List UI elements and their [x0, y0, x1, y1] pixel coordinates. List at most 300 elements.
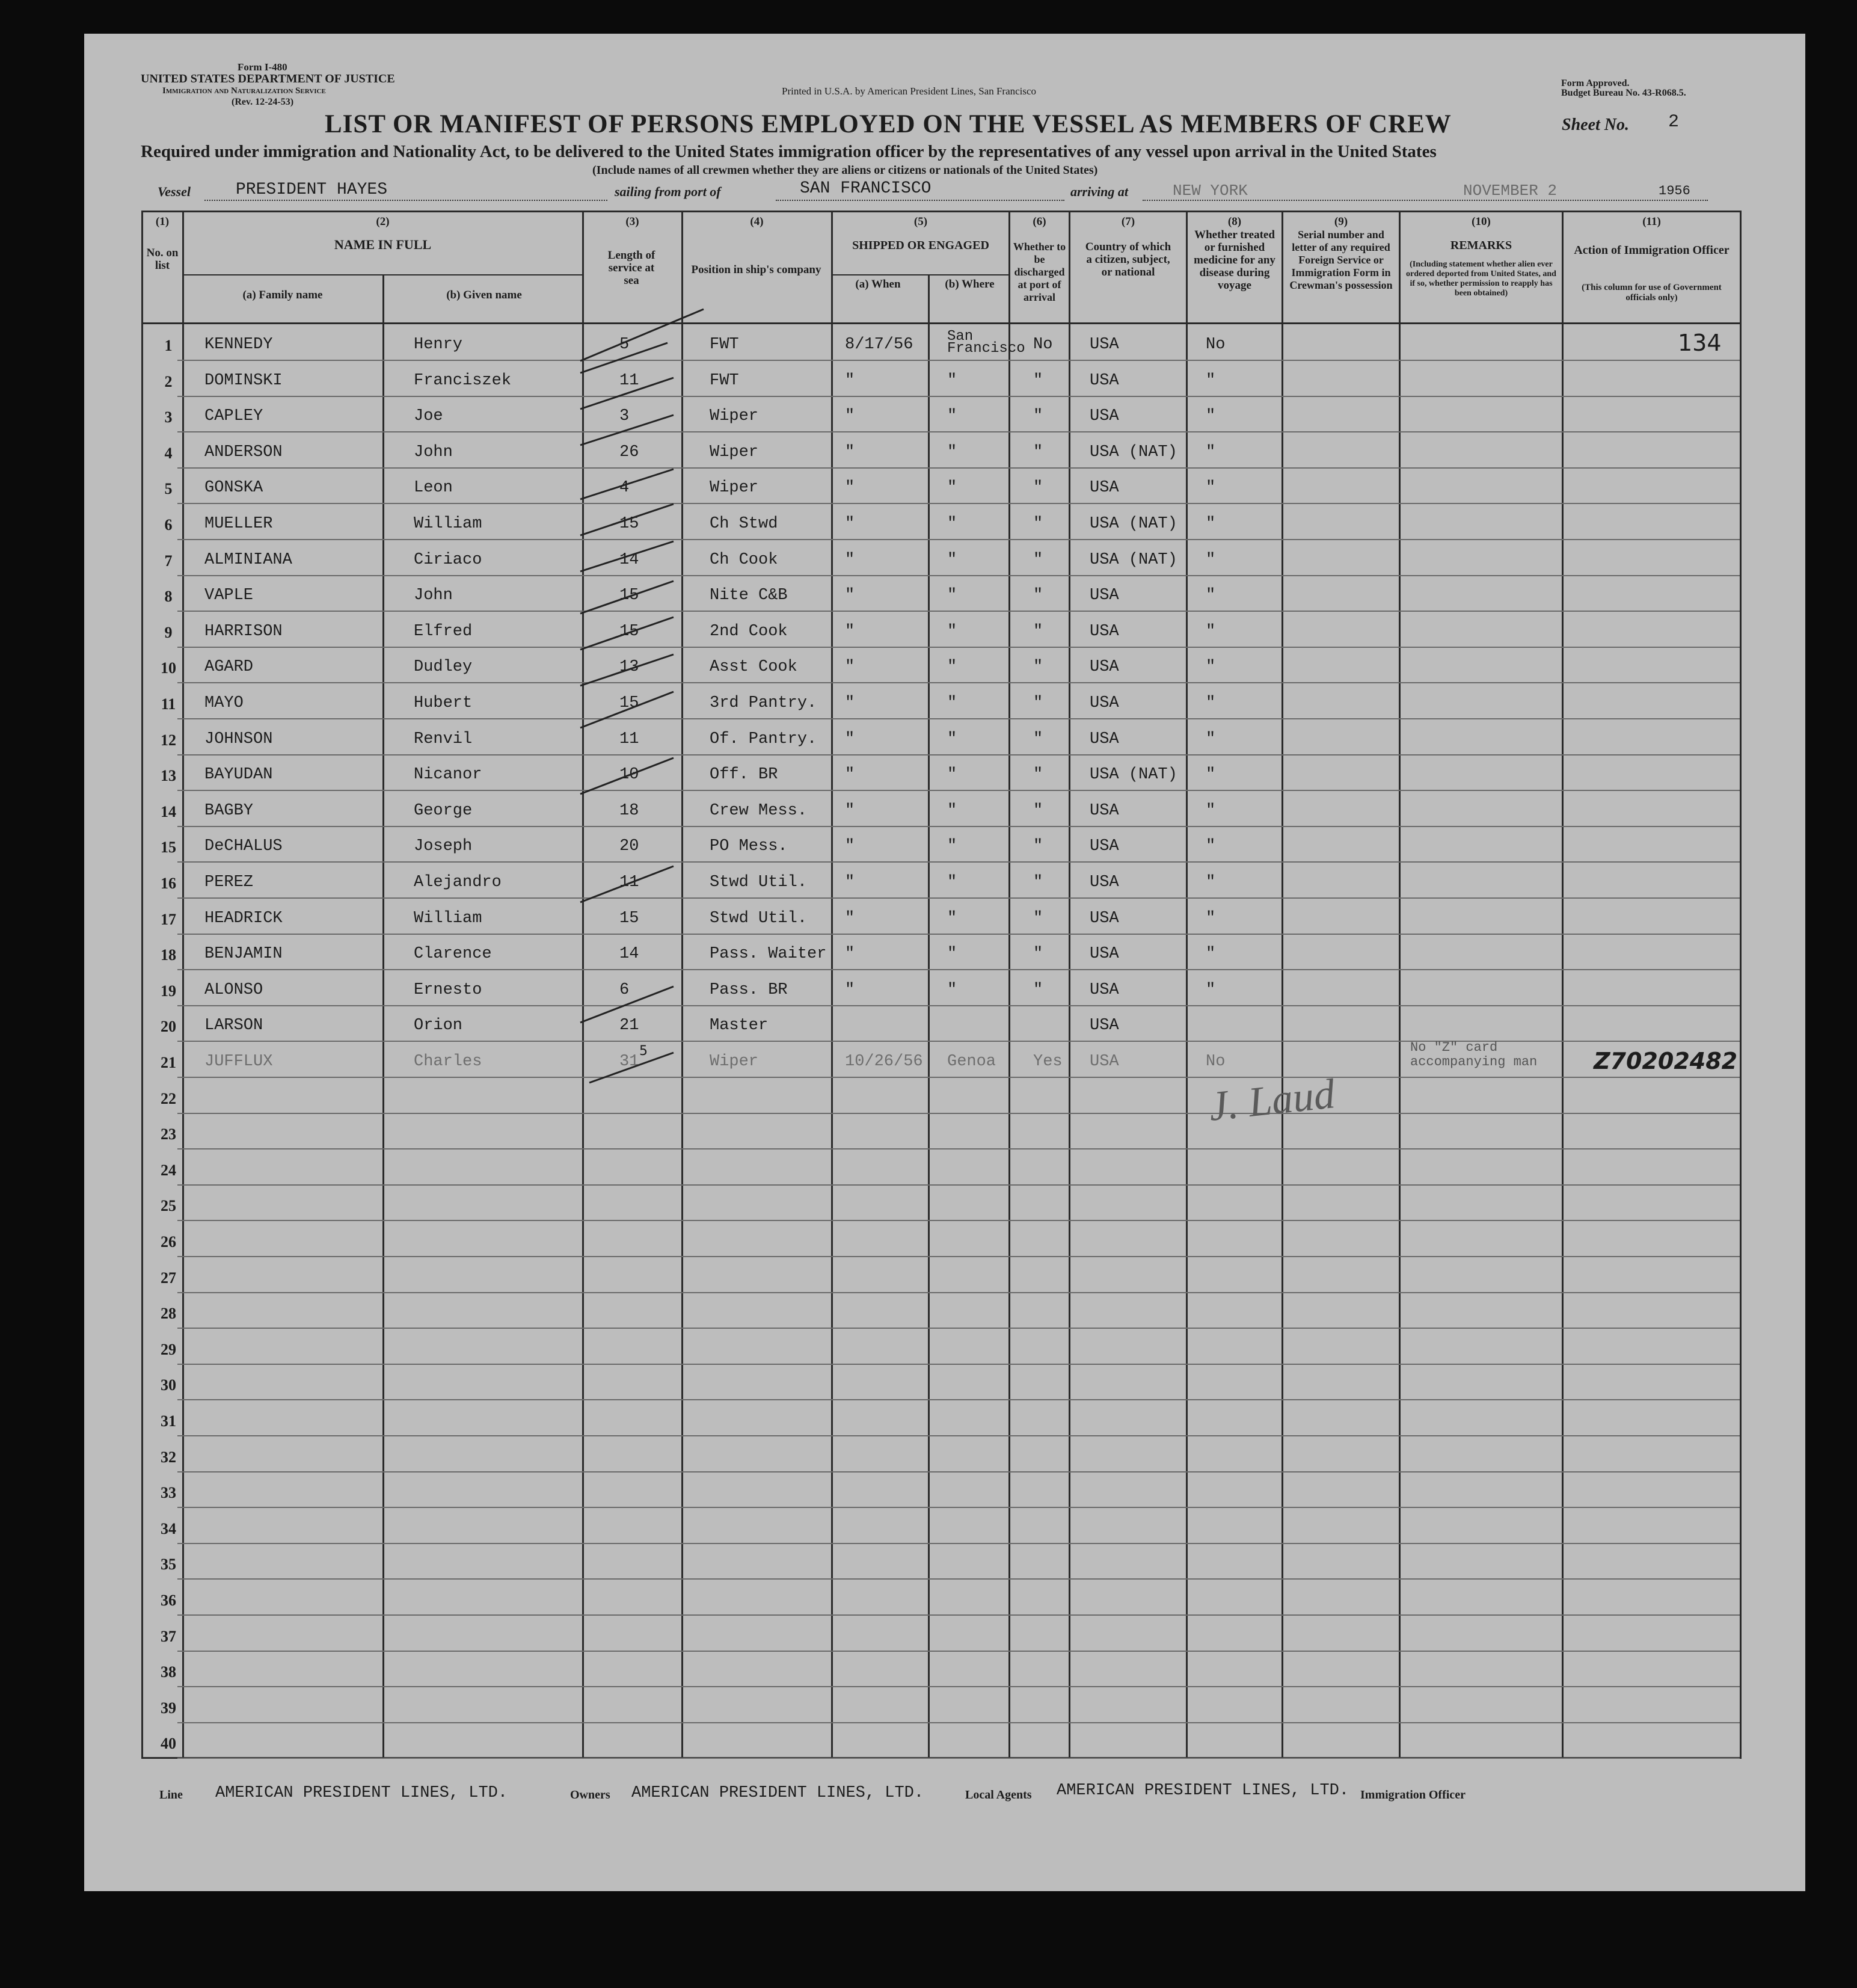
- row-country: USA: [1090, 371, 1119, 390]
- row-number: 37: [161, 1627, 176, 1645]
- row-rule: [177, 1722, 1740, 1723]
- row-number: 9: [164, 623, 173, 641]
- row-rule: [177, 1507, 1740, 1508]
- row-number: 20: [161, 1018, 176, 1036]
- row-number: 15: [161, 839, 176, 857]
- row-number: 6: [164, 516, 173, 534]
- row-number: 34: [161, 1519, 176, 1537]
- row-number: 21: [161, 1054, 176, 1071]
- row-shipped-where: ": [947, 694, 957, 712]
- row-rule: [177, 790, 1740, 791]
- row-rule: [177, 1435, 1740, 1436]
- row-number: 26: [161, 1233, 176, 1251]
- row-family-name: AGARD: [204, 658, 254, 677]
- col5-number: (5): [913, 215, 928, 228]
- row-service-length: 15: [619, 586, 639, 605]
- department-line1: UNITED STATES DEPARTMENT OF JUSTICE: [141, 72, 395, 85]
- row-service-length: 14: [619, 550, 639, 569]
- sheet-label: Sheet No.: [1562, 115, 1629, 134]
- budget-bureau: Budget Bureau No. 43-R068.5.: [1561, 88, 1686, 98]
- row-medicine: ": [1206, 837, 1216, 856]
- row-number: 33: [161, 1484, 176, 1502]
- row-discharged: ": [1033, 407, 1043, 426]
- row-discharged: ": [1033, 443, 1043, 461]
- row-number: 3: [164, 408, 173, 426]
- row-shipped-when: ": [845, 945, 855, 964]
- row-number: 5: [164, 480, 173, 498]
- row-family-name: ALONSO: [204, 980, 263, 999]
- row-medicine: ": [1206, 730, 1216, 748]
- row-family-name: DOMINSKI: [204, 371, 283, 390]
- row-service-length: 15: [619, 622, 639, 641]
- row-country: USA (NAT): [1090, 443, 1177, 461]
- col2b-heading: (b) Given name: [446, 289, 522, 301]
- row-shipped-when: ": [845, 873, 855, 891]
- row-position: Crew Mess.: [710, 801, 808, 820]
- row-rule: [177, 611, 1740, 612]
- row-number: 31: [161, 1412, 176, 1430]
- row-family-name: CAPLEY: [204, 407, 263, 426]
- row-rule: [177, 1292, 1740, 1293]
- col11-heading: Action of Immigration Officer: [1574, 244, 1730, 257]
- row-rule: [177, 682, 1740, 683]
- row-number: 36: [161, 1592, 176, 1609]
- row-country: USA (NAT): [1090, 766, 1177, 784]
- row-shipped-when: 8/17/56: [845, 336, 913, 354]
- row-shipped-where: ": [947, 586, 957, 605]
- row-discharged: ": [1033, 586, 1043, 605]
- row-rule: [177, 1758, 1740, 1759]
- row-position: Ch Cook: [710, 550, 778, 569]
- form-approved: Form Approved.: [1561, 78, 1630, 88]
- row-country: USA: [1090, 586, 1119, 605]
- row-number: 2: [164, 372, 173, 390]
- row-shipped-where: ": [947, 801, 957, 820]
- sailing-label: sailing from port of: [615, 184, 721, 199]
- col2a-heading: (a) Family name: [242, 289, 323, 301]
- table-top-border: [141, 211, 1741, 212]
- row-shipped-when: ": [845, 622, 855, 641]
- row-country: USA: [1090, 336, 1119, 354]
- row-number: 1: [164, 337, 173, 354]
- row-given-name: Leon: [414, 479, 453, 497]
- row-country: USA: [1090, 622, 1119, 641]
- row-position: Pass. BR: [710, 980, 788, 999]
- row-rule: [177, 1364, 1740, 1365]
- row-number: 17: [161, 910, 176, 928]
- row-shipped-where: ": [947, 515, 957, 533]
- row-shipped-where: San Francisco: [947, 328, 1025, 357]
- row-number: 25: [161, 1197, 176, 1215]
- row-given-name: William: [414, 909, 482, 928]
- row-given-name: Henry: [414, 336, 463, 354]
- row-family-name: LARSON: [204, 1017, 263, 1035]
- row-position: Stwd Util.: [710, 909, 808, 928]
- service-check-marks: [571, 301, 710, 1095]
- row-shipped-where: ": [947, 909, 957, 928]
- row-medicine: ": [1206, 407, 1216, 426]
- row-number: 35: [161, 1556, 176, 1574]
- row-shipped-where: ": [947, 658, 957, 677]
- line-value: AMERICAN PRESIDENT LINES, LTD.: [215, 1784, 508, 1802]
- row-rule: [177, 1578, 1740, 1580]
- row-number: 7: [164, 552, 173, 570]
- row-rule: [177, 1471, 1740, 1473]
- row-discharged: ": [1033, 550, 1043, 569]
- row-shipped-where: ": [947, 479, 957, 497]
- action-number-row21: Z70202482: [1594, 1048, 1738, 1074]
- col4-number: (4): [750, 215, 764, 228]
- row-shipped-when: ": [845, 407, 855, 426]
- row-position: Master: [710, 1017, 769, 1035]
- arrival-date: NOVEMBER 2: [1463, 182, 1558, 200]
- row-family-name: KENNEDY: [204, 336, 273, 354]
- row-shipped-when: ": [845, 694, 855, 712]
- row-position: 2nd Cook: [710, 622, 788, 641]
- row-medicine: ": [1206, 515, 1216, 533]
- row-family-name: MAYO: [204, 694, 244, 712]
- row-rule: [177, 1113, 1740, 1114]
- row-shipped-when: 10/26/56: [845, 1053, 923, 1071]
- form-subtitle: Required under immigration and Nationality Act, to be delivered to the United States immigration officer by the representatives of any vessel upon arrival in the United States: [141, 142, 1437, 161]
- row-shipped-where: ": [947, 550, 957, 569]
- row-position: FWT: [710, 371, 739, 390]
- row-rule: [177, 431, 1740, 432]
- col7-heading: Country of which a citizen, subject, or national: [1085, 241, 1171, 279]
- row-given-name: Charles: [414, 1053, 482, 1071]
- row-medicine: ": [1206, 766, 1216, 784]
- row-rule: [177, 467, 1740, 469]
- row-medicine: ": [1206, 443, 1216, 461]
- row-given-name: Joe: [414, 407, 443, 426]
- row-service-length: 20: [619, 837, 639, 856]
- row-shipped-where: ": [947, 945, 957, 964]
- row-shipped-when: ": [845, 515, 855, 533]
- col3-number: (3): [625, 215, 639, 228]
- row-rule: [177, 1148, 1740, 1149]
- row-country: USA: [1090, 730, 1119, 748]
- row-number: 19: [161, 982, 176, 1000]
- row-family-name: JOHNSON: [204, 730, 273, 748]
- row-position: Pass. Waiter: [710, 945, 827, 964]
- row-number: 22: [161, 1089, 176, 1107]
- col10-number: (10): [1472, 215, 1491, 228]
- row-number: 40: [161, 1735, 176, 1753]
- row-service-length: 26: [619, 443, 639, 461]
- row-rule: [177, 934, 1740, 935]
- row-position: Off. BR: [710, 766, 778, 784]
- row-rule: [177, 861, 1740, 863]
- row-service-length: 11: [619, 371, 639, 390]
- vessel-name: PRESIDENT HAYES: [236, 180, 388, 199]
- sheet-number: 2: [1668, 112, 1680, 132]
- row-rule: [177, 1399, 1740, 1400]
- row-country: USA: [1090, 407, 1119, 426]
- row-given-name: Hubert: [414, 694, 473, 712]
- row-shipped-when: ": [845, 909, 855, 928]
- row-rule: [177, 503, 1740, 504]
- row-rule: [177, 1543, 1740, 1544]
- row-rule: [177, 1651, 1740, 1652]
- col9-heading: Serial number and letter of any required Foreign Service or Immigration Form in Crewman's possession: [1289, 229, 1393, 291]
- arriving-label: arriving at: [1070, 184, 1128, 199]
- row-shipped-when: ": [845, 730, 855, 748]
- department-line2: Immigration and Naturalization Service: [162, 86, 326, 96]
- row-medicine: ": [1206, 694, 1216, 712]
- row-given-name: John: [414, 586, 453, 605]
- row-shipped-where: Genoa: [947, 1053, 996, 1071]
- printer-line: Printed in U.S.A. by American President Lines, San Francisco: [782, 85, 1037, 97]
- row-number: 11: [161, 695, 176, 713]
- row-shipped-when: ": [845, 371, 855, 390]
- row-shipped-where: ": [947, 371, 957, 390]
- row-discharged: ": [1033, 371, 1043, 390]
- row-given-name: William: [414, 515, 482, 533]
- row-number: 14: [161, 802, 176, 820]
- officer-signature: J. Laud: [1206, 1071, 1337, 1130]
- row-position: PO Mess.: [710, 837, 788, 856]
- row-given-name: Ernesto: [414, 980, 482, 999]
- action-stamp-row1: 134: [1678, 330, 1722, 356]
- row-service-length: 11: [619, 730, 639, 748]
- row-family-name: HEADRICK: [204, 909, 283, 928]
- row-given-name: John: [414, 443, 453, 461]
- row-discharged: ": [1033, 873, 1043, 891]
- row-service-length: 21: [619, 1017, 639, 1035]
- row-family-name: DeCHALUS: [204, 837, 283, 856]
- row-rule: [177, 1184, 1740, 1186]
- row-position: Of. Pantry.: [710, 730, 817, 748]
- service-overwrite-row21: 5: [639, 1044, 648, 1059]
- row-family-name: JUFFLUX: [204, 1053, 273, 1071]
- col4-heading: Position in ship's company: [691, 263, 821, 276]
- row-medicine: No: [1206, 1053, 1226, 1071]
- row-medicine: ": [1206, 873, 1216, 891]
- vessel-label: Vessel: [158, 184, 191, 199]
- row-number: 32: [161, 1448, 176, 1466]
- row-shipped-when: ": [845, 658, 855, 677]
- row-number: 13: [161, 767, 176, 785]
- row-country: USA (NAT): [1090, 515, 1177, 533]
- departure-port: SAN FRANCISCO: [800, 179, 932, 198]
- row-number: 29: [161, 1340, 176, 1358]
- row-rule: [177, 396, 1740, 397]
- row-shipped-where: ": [947, 837, 957, 856]
- form-subnote: (Include names of all crewmen whether they are aliens or citizens or nationals of the United States): [592, 164, 1098, 177]
- row-shipped-when: ": [845, 766, 855, 784]
- col11-note: (This column for use of Government officials only): [1582, 283, 1722, 303]
- row-given-name: Elfred: [414, 622, 473, 641]
- row-given-name: Joseph: [414, 837, 473, 856]
- row-given-name: George: [414, 801, 473, 820]
- row-country: USA: [1090, 694, 1119, 712]
- row-position: Ch Stwd: [710, 515, 778, 533]
- row-discharged: ": [1033, 766, 1043, 784]
- row-service-length: 11: [619, 873, 639, 891]
- row-given-name: Dudley: [414, 658, 473, 677]
- row-shipped-when: ": [845, 980, 855, 999]
- row-discharged: ": [1033, 694, 1043, 712]
- row-family-name: BAYUDAN: [204, 766, 273, 784]
- row-rule: [177, 754, 1740, 756]
- row-shipped-where: ": [947, 443, 957, 461]
- col8-heading: Whether treated or furnished medicine for any disease during voyage: [1194, 229, 1275, 292]
- row-country: USA: [1090, 801, 1119, 820]
- row-shipped-where: ": [947, 766, 957, 784]
- remarks-row21: No "Z" card accompanying man: [1410, 1040, 1538, 1069]
- row-family-name: ANDERSON: [204, 443, 283, 461]
- col6-heading: Whether to be discharged at port of arrival: [1013, 241, 1066, 303]
- row-number: 16: [161, 875, 176, 892]
- col5b-heading: (b) Where: [945, 278, 995, 291]
- row-country: USA: [1090, 945, 1119, 964]
- row-given-name: Renvil: [414, 730, 473, 748]
- col10-note: (Including statement whether alien ever ordered deported from United States, and if so, whether permission to reapply has been obtained): [1406, 260, 1556, 298]
- row-rule: [177, 1220, 1740, 1221]
- row-number: 8: [164, 588, 173, 606]
- row-service-length: 15: [619, 694, 639, 712]
- col11-number: (11): [1642, 215, 1661, 228]
- row-medicine: No: [1206, 336, 1226, 354]
- row-medicine: ": [1206, 371, 1216, 390]
- row-position: Wiper: [710, 443, 759, 461]
- row-discharged: ": [1033, 479, 1043, 497]
- row-number: 30: [161, 1376, 176, 1394]
- row-discharged: ": [1033, 945, 1043, 964]
- col10-heading: REMARKS: [1450, 239, 1512, 252]
- col3-heading: Length of service at sea: [607, 249, 655, 287]
- arrival-port: NEW YORK: [1173, 182, 1248, 200]
- row-family-name: PEREZ: [204, 873, 254, 891]
- row-country: USA: [1090, 479, 1119, 497]
- row-medicine: ": [1206, 909, 1216, 928]
- row-medicine: ": [1206, 658, 1216, 677]
- row-shipped-when: ": [845, 550, 855, 569]
- agents-value: AMERICAN PRESIDENT LINES, LTD.: [1057, 1782, 1349, 1800]
- row-number: 23: [161, 1125, 176, 1143]
- row-given-name: Clarence: [414, 945, 492, 964]
- agents-label: Local Agents: [965, 1788, 1032, 1802]
- col1-heading: No. on list: [146, 247, 179, 272]
- row-medicine: ": [1206, 945, 1216, 964]
- row-discharged: Yes: [1033, 1053, 1063, 1071]
- row-number: 4: [164, 444, 173, 462]
- row-position: FWT: [710, 336, 739, 354]
- row-service-length: 15: [619, 515, 639, 533]
- row-given-name: Alejandro: [414, 873, 502, 891]
- row-family-name: ALMINIANA: [204, 550, 292, 569]
- row-family-name: MUELLER: [204, 515, 273, 533]
- row-shipped-where: ": [947, 622, 957, 641]
- row-discharged: ": [1033, 980, 1043, 999]
- form-number: Form I-480: [238, 61, 287, 73]
- row-position: Wiper: [710, 479, 759, 497]
- row-family-name: BAGBY: [204, 801, 254, 820]
- col7-number: (7): [1121, 215, 1135, 228]
- row-country: USA: [1090, 1053, 1119, 1071]
- row-shipped-when: ": [845, 443, 855, 461]
- row-medicine: ": [1206, 586, 1216, 605]
- row-service-length: 18: [619, 801, 639, 820]
- row-rule: [177, 539, 1740, 540]
- row-shipped-when: ": [845, 801, 855, 820]
- row-position: Asst Cook: [710, 658, 797, 677]
- row-country: USA: [1090, 1017, 1119, 1035]
- row-shipped-when: ": [845, 837, 855, 856]
- row-medicine: ": [1206, 479, 1216, 497]
- row-service-length: 31: [619, 1053, 639, 1071]
- row-country: USA: [1090, 980, 1119, 999]
- row-service-length: 10: [619, 766, 639, 784]
- row-discharged: ": [1033, 730, 1043, 748]
- row-discharged: ": [1033, 801, 1043, 820]
- row-shipped-where: ": [947, 873, 957, 891]
- row-rule: [177, 360, 1740, 361]
- row-discharged: No: [1033, 336, 1053, 354]
- row-given-name: Orion: [414, 1017, 463, 1035]
- row-medicine: ": [1206, 801, 1216, 820]
- row-rule: [177, 1256, 1740, 1257]
- officer-label: Immigration Officer: [1360, 1788, 1466, 1802]
- row-country: USA: [1090, 909, 1119, 928]
- row-country: USA (NAT): [1090, 550, 1177, 569]
- row-discharged: ": [1033, 658, 1043, 677]
- row-discharged: ": [1033, 909, 1043, 928]
- col8-number: (8): [1227, 215, 1242, 228]
- row-shipped-when: ": [845, 479, 855, 497]
- row-rule: [177, 1328, 1740, 1329]
- row-number: 38: [161, 1663, 176, 1681]
- row-service-length: 6: [619, 980, 630, 999]
- row-discharged: ": [1033, 837, 1043, 856]
- col5-heading: SHIPPED OR ENGAGED: [852, 239, 989, 252]
- row-number: 24: [161, 1161, 176, 1179]
- row-country: USA: [1090, 658, 1119, 677]
- col5a-heading: (a) When: [855, 278, 901, 291]
- row-shipped-where: ": [947, 407, 957, 426]
- row-position: Wiper: [710, 407, 759, 426]
- row-position: 3rd Pantry.: [710, 694, 817, 712]
- row-country: USA: [1090, 873, 1119, 891]
- row-rule: [177, 575, 1740, 576]
- col6-number: (6): [1033, 215, 1046, 228]
- row-number: 28: [161, 1305, 176, 1323]
- row-medicine: ": [1206, 550, 1216, 569]
- row-number: 10: [161, 659, 176, 677]
- row-rule: [177, 1686, 1740, 1687]
- row-rule: [177, 826, 1740, 827]
- row-service-length: 14: [619, 945, 639, 964]
- row-discharged: ": [1033, 622, 1043, 641]
- row-service-length: 5: [619, 336, 630, 354]
- row-rule: [177, 897, 1740, 899]
- row-discharged: ": [1033, 515, 1043, 533]
- arrival-year: 1956: [1659, 183, 1690, 198]
- row-given-name: Ciriaco: [414, 550, 482, 569]
- row-family-name: VAPLE: [204, 586, 254, 605]
- col1-number: (1): [155, 215, 170, 228]
- row-rule: [177, 1005, 1740, 1006]
- row-given-name: Franciszek: [414, 371, 512, 390]
- row-rule: [177, 1614, 1740, 1616]
- row-family-name: BENJAMIN: [204, 945, 283, 964]
- row-service-length: 4: [619, 479, 630, 497]
- row-medicine: ": [1206, 622, 1216, 641]
- row-given-name: Nicanor: [414, 766, 482, 784]
- row-shipped-where: ": [947, 730, 957, 748]
- row-number: 39: [161, 1699, 176, 1717]
- row-rule: [177, 647, 1740, 648]
